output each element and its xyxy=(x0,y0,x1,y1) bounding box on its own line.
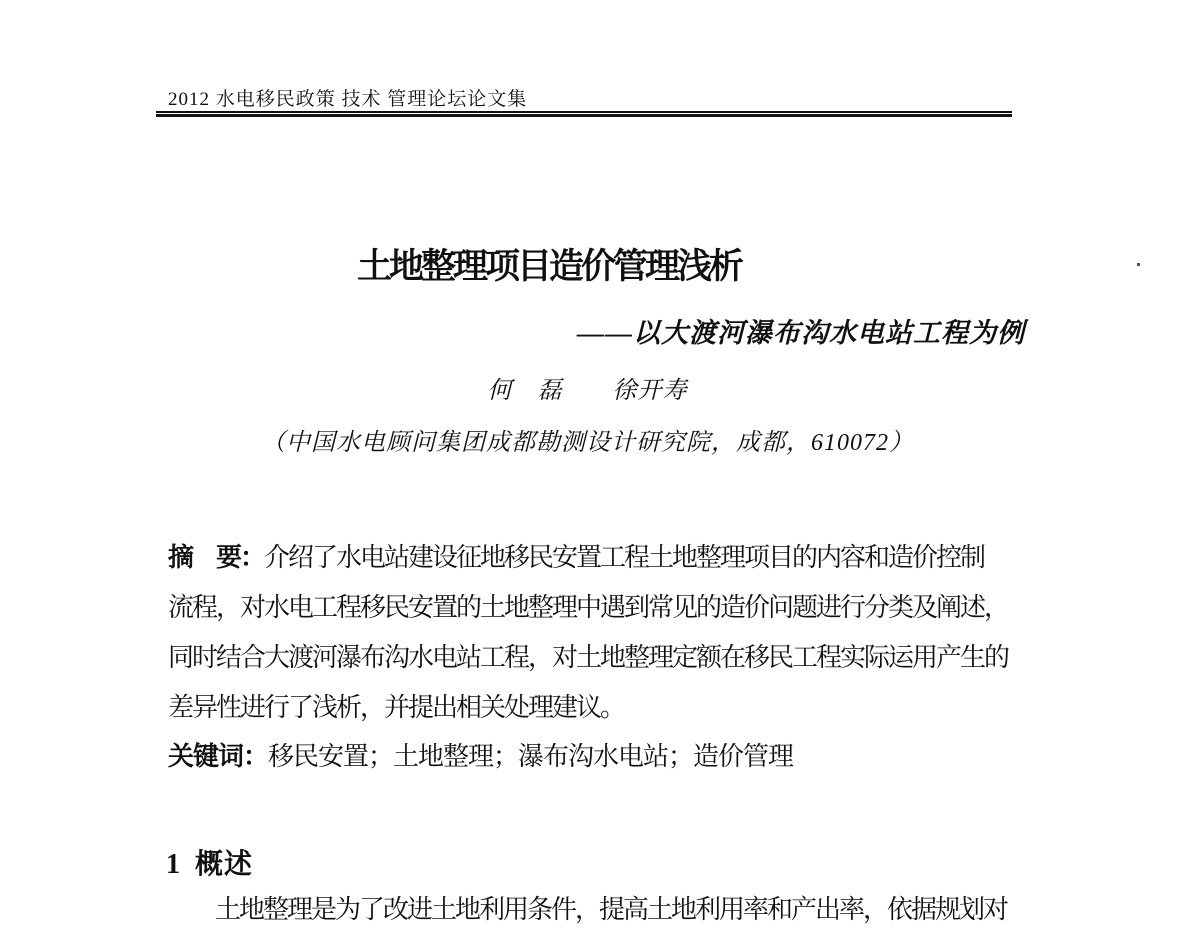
abstract-line: 差异性进行了浅析，并提出相关处理建议。 xyxy=(168,693,625,722)
scan-speck xyxy=(1137,263,1140,266)
section-1-title: 概述 xyxy=(195,849,254,880)
authors: 何 磊 徐开寿 xyxy=(487,378,688,404)
section-1-heading xyxy=(166,851,253,879)
abstract xyxy=(168,533,1008,733)
paper-title: 土地整理项目造价管理浅析 xyxy=(357,247,742,286)
header-rule xyxy=(156,111,1012,117)
keywords-text: 移民安置；土地整理；瀑布沟水电站；造价管理 xyxy=(268,742,794,771)
keywords-label: 关键词： xyxy=(168,742,269,771)
abstract-line-text: 介绍了水电站建设征地移民安置工程土地整理项目的内容和造价控制 xyxy=(264,543,985,572)
section-1-number: 1 xyxy=(166,849,181,880)
keywords-line xyxy=(168,744,793,770)
running-head: 2012 水电移民政策 技术 管理论坛论文集 xyxy=(168,89,528,110)
abstract-line: 同时结合大渡河瀑布沟水电站工程，对土地整理定额在移民工程实际运用产生的 xyxy=(168,643,1009,672)
abstract-label: 摘 要： xyxy=(168,543,265,572)
body-first-line: 土地整理是为了改进土地利用条件，提高土地利用率和产出率，依据规划对 xyxy=(215,895,1008,924)
abstract-line: 流程，对水电工程移民安置的土地整理中遇到常见的造价问题进行分类及阐述， xyxy=(168,593,1009,622)
affiliation: （中国水电顾问集团成都勘测设计研究院，成都，610072） xyxy=(261,430,914,456)
abstract-line xyxy=(168,533,1008,583)
paper-subtitle: ——以大渡河瀑布沟水电站工程为例 xyxy=(577,318,1025,348)
